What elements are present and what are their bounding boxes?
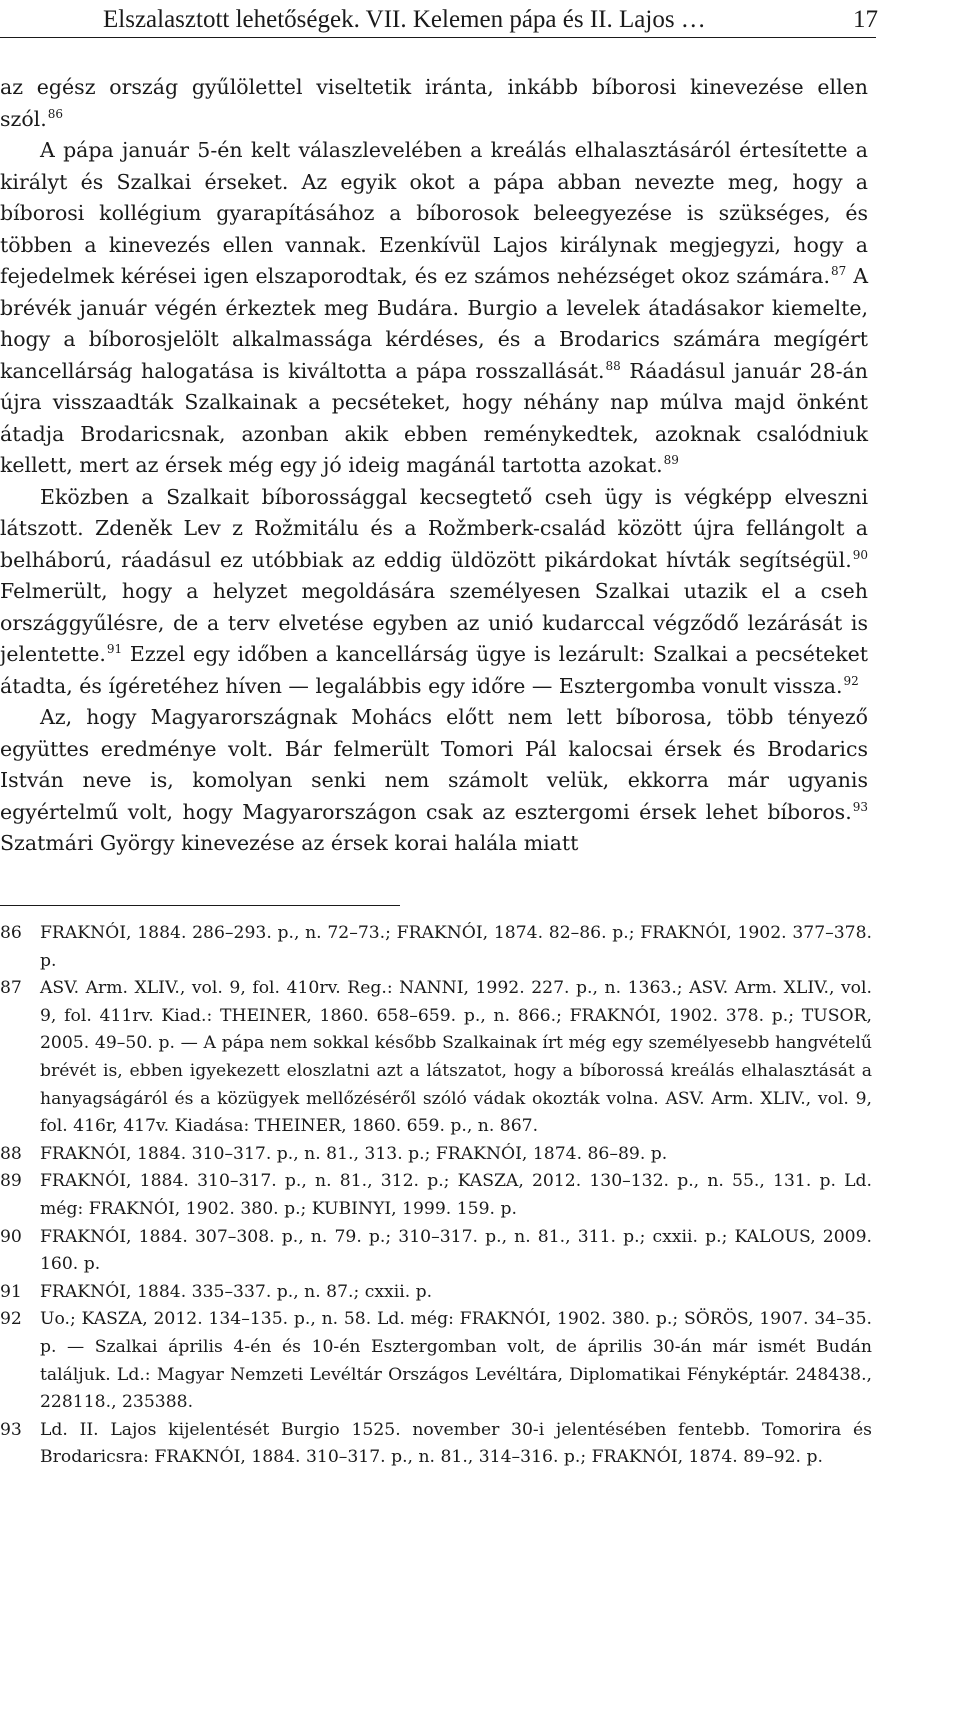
header-rule bbox=[0, 37, 876, 38]
footnotes bbox=[0, 920, 872, 1472]
footnote-number: 90 bbox=[0, 1226, 22, 1247]
paragraph bbox=[0, 702, 868, 860]
footnote bbox=[0, 920, 872, 975]
footnote-number: 91 bbox=[0, 1281, 22, 1302]
footnote-number: 88 bbox=[0, 1143, 22, 1164]
page-number: 17 bbox=[853, 6, 878, 33]
paragraph-text: A pápa január 5-én kelt válaszlevelében a kreálás elhalasztásáról értesítette a királyt és Szalkai érseket. Az egyik okot a pápa abban nevezte meg, hogy a bíborosi kollégium gyarapításához a bíborosok beleegyezése is szükséges, és többen a kinevezés ellen vannak. Ezenkívül Lajos királynak megjegyzi, hogy a fejedelmek kérései igen elszaporodtak, és ez számos nehézséget okoz számára. bbox=[0, 138, 868, 288]
footnote bbox=[0, 1279, 872, 1307]
footnote bbox=[0, 1141, 872, 1169]
running-header bbox=[0, 6, 960, 36]
footnote-text: FRAKNÓI, 1884. 310–317. p., n. 81., 313. p.; FRAKNÓI, 1874. 86–89. p. bbox=[40, 1143, 668, 1164]
footnote-ref[interactable]: 91 bbox=[106, 642, 123, 656]
footnote-text: FRAKNÓI, 1884. 335–337. p., n. 87.; cxxii. p. bbox=[40, 1281, 433, 1302]
footnote-text: Uo.; KASZA, 2012. 134–135. p., n. 58. Ld. még: FRAKNÓI, 1902. 380. p.; SÖRÖS, 1907. 34–35. p. — Szalkai április 4-én és 10-én Esztergomban volt, de április 30-án már ismét Budán találjuk. Ld.: Magyar Nemzeti Levéltár Országos Levéltára, Diplomatikai Fényképtár. 248438., 228118., 235388. bbox=[40, 1309, 872, 1413]
footnote-number: 92 bbox=[0, 1309, 22, 1330]
footnote bbox=[0, 1417, 872, 1472]
footnote-ref[interactable]: 93 bbox=[852, 799, 868, 814]
footnote-ref[interactable]: 90 bbox=[852, 547, 868, 562]
footnote-ref[interactable]: 86 bbox=[47, 106, 64, 121]
footnote-number: 89 bbox=[0, 1171, 22, 1192]
paragraph-text: Az, hogy Magyarországnak Mohács előtt nem lett bíborosa, több tényező együttes eredménye volt. Bár felmerült Tomori Pál kalocsai érsek és Brodarics István neve is, komolyan senki nem számolt velük, ekkorra már ugyanis egyértelmű volt, hogy Magyarországon csak az esztergomi érsek lehet bíboros. bbox=[0, 705, 868, 824]
footnote-ref[interactable]: 88 bbox=[605, 358, 621, 373]
paragraph-text: Felmerült, hogy a helyzet megoldására személyesen Szalkai utazik el a cseh országgyűlésre, de a terv elvetése egyben az unió kudarccal végződő lezárását is jelentette. bbox=[0, 579, 868, 666]
paragraph-text: Eközben a Szalkait bíborossággal kecsegtető cseh ügy is végképp elveszni látszott. Zdeněk Lev z Rožmitálu és a Rožmberk-család között újra fellángolt a belháború, ráadásul ez utóbbiak az eddig üldözött pikárdokat hívták segítségül. bbox=[0, 484, 868, 572]
paragraph bbox=[0, 135, 868, 482]
footnote-text: ASV. Arm. XLIV., vol. 9, fol. 410rv. Reg.: NANNI, 1992. 227. p., n. 1363.; ASV. Arm. XLIV., vol. 9, fol. 411rv. Kiad.: THEINER, 1860. 658–659. p., n. 866.; FRAKNÓI, 1902. 378. p.; TUSOR, 2005. 49–50. p. — A pápa nem sokkal később Szalkainak írt még egy személyesebb hangvételű brévét is, ebben igyekezett eloszlatni azt a látszatot, hogy a bíborossá kreálás elhalasztását a hanyagságáról és a közügyek mellőzéséről szóló vádak okozták volna. ASV. Arm. XLIV., vol. 9, fol. 416r, 417v. Kiadása: THEINER, 1860. 659. p., n. 867. bbox=[40, 978, 872, 1137]
paragraph-text: Ezzel egy időben a kancellárság ügye is lezárult: Szalkai a pecséteket átadta, és ígéretéhez híven — legalábbis egy időre — Esztergomba vonult vissza. bbox=[0, 642, 868, 698]
footnote-ref[interactable]: 92 bbox=[843, 673, 859, 688]
paragraph-text: Szatmári György kinevezése az érsek korai halála miatt bbox=[0, 831, 579, 855]
footnote bbox=[0, 1168, 872, 1223]
footnote-number: 93 bbox=[0, 1419, 22, 1440]
footnote-text: FRAKNÓI, 1884. 310–317. p., n. 81., 312. p.; KASZA, 2012. 130–132. p., n. 55., 131. p. Ld. még: FRAKNÓI, 1902. 380. p.; KUBINYI, 1999. 159. p. bbox=[40, 1171, 872, 1219]
footnote-number: 87 bbox=[0, 978, 22, 999]
paragraph bbox=[0, 72, 868, 135]
main-text bbox=[0, 72, 868, 860]
paragraph-text: A brévék január végén érkeztek meg Budára. Burgio a levelek átadásakor kiemelte, hogy a bíborosjelölt alkalmassága kérdéses, és a Brodarics számára megígért kancellárság halogatása is kiváltotta a pápa rosszallását. bbox=[0, 264, 868, 383]
footnote-text: Ld. II. Lajos kijelentését Burgio 1525. november 30-i jelentésében fentebb. Tomorira és Brodaricsra: FRAKNÓI, 1884. 310–317. p., n. 81., 314–316. p.; FRAKNÓI, 1874. 89–92. p. bbox=[40, 1419, 872, 1468]
paragraph-text: Ráadásul január 28-án újra visszaadták Szalkainak a pecséteket, hogy néhány nap múlva majd önként átadja Brodaricsnak, azonban akik ebben reménykedtek, azoknak csalódniuk kellett, mert az érsek még egy jó ideig magánál tartotta azokat. bbox=[0, 358, 868, 477]
paragraph bbox=[0, 482, 868, 703]
footnote bbox=[0, 1224, 872, 1279]
footnote-rule bbox=[0, 905, 400, 906]
footnote bbox=[0, 1306, 872, 1416]
running-title: Elszalasztott lehetőségek. VII. Kelemen pápa és II. Lajos … bbox=[103, 6, 706, 33]
footnote-ref[interactable]: 87 bbox=[831, 264, 847, 278]
paragraph-text: az egész ország gyűlölettel viseltetik iránta, inkább bíborosi kinevezése ellen szól. bbox=[0, 75, 868, 131]
footnote-text: FRAKNÓI, 1884. 307–308. p., n. 79. p.; 310–317. p., n. 81., 311. p.; cxxii. p.; KALOUS, 2009. 160. p. bbox=[40, 1226, 872, 1275]
footnote bbox=[0, 975, 872, 1141]
footnote-text: FRAKNÓI, 1884. 286–293. p., n. 72–73.; FRAKNÓI, 1874. 82–86. p.; FRAKNÓI, 1902. 377–378. p. bbox=[40, 923, 872, 971]
footnote-number: 86 bbox=[0, 923, 22, 943]
footnote-ref[interactable]: 89 bbox=[663, 453, 679, 467]
